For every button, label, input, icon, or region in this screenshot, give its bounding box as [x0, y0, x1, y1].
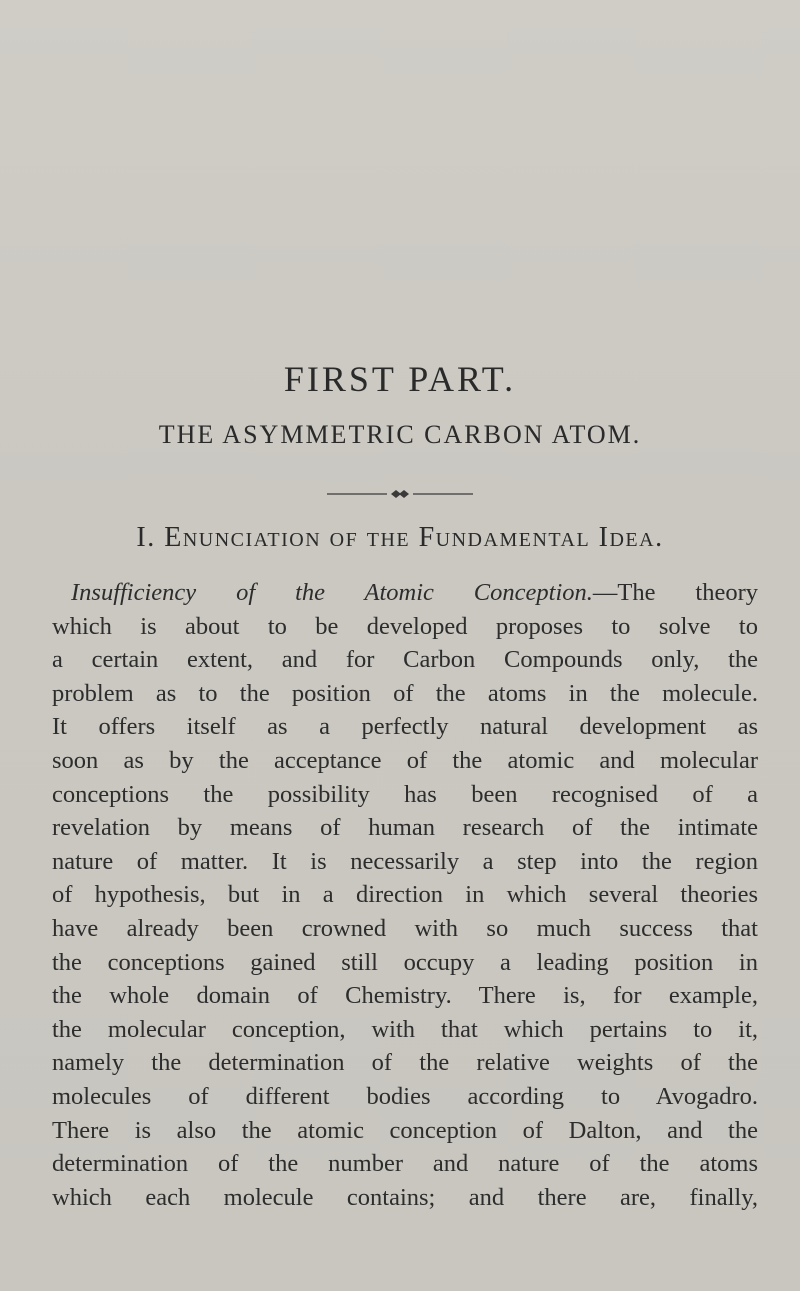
text-line: of hypothesis, but in a direction in which several theories	[52, 881, 758, 909]
text-line: problem as to the position of the atoms in the molecule.	[52, 679, 758, 707]
text-line: namely the determination of the relative weights of the	[52, 1049, 758, 1077]
text-line: have already been crowned with so much success that	[52, 914, 758, 942]
text-line: nature of matter. It is necessarily a step into the region	[52, 847, 758, 875]
text-line: the molecular conception, with that which pertains to it,	[52, 1015, 758, 1043]
text-line: There is also the atomic conception of Dalton, and the	[52, 1116, 758, 1144]
text-line: Insufficiency of the Atomic Conception.—The theory	[71, 579, 758, 606]
chapter-title	[0, 522, 800, 554]
text-line: It offers itself as a perfectly natural development as	[52, 713, 758, 741]
part-title: FIRST PART.	[283, 359, 517, 399]
lead-italic: Insufficiency of the Atomic Conception.	[71, 579, 593, 606]
text-line: conceptions the possibility has been recognised of a	[52, 780, 758, 808]
body-paragraph	[52, 576, 758, 1214]
text-line: which is about to be developed proposes to solve to	[52, 612, 758, 640]
chapter-number: I.	[136, 522, 156, 553]
text-line: determination of the number and nature of the atoms	[52, 1150, 758, 1178]
text-line: a certain extent, and for Carbon Compounds only, the	[52, 646, 758, 674]
text-line: revelation by means of human research of the intimate	[52, 814, 758, 842]
chapter-heading: Enunciation of the Fundamental Idea.	[164, 522, 664, 553]
section-title: THE ASYMMETRIC CARBON ATOM.	[158, 420, 642, 449]
text-line: which each molecule contains; and there are, finally,	[52, 1183, 758, 1211]
text-line: soon as by the acceptance of the atomic and molecular	[52, 746, 758, 774]
text-line: molecules of different bodies according to Avogadro.	[52, 1082, 758, 1110]
text-line: the whole domain of Chemistry. There is, for example,	[52, 982, 758, 1010]
ornament-divider-icon	[325, 488, 475, 500]
text-line: the conceptions gained still occupy a leading position in	[52, 948, 758, 976]
